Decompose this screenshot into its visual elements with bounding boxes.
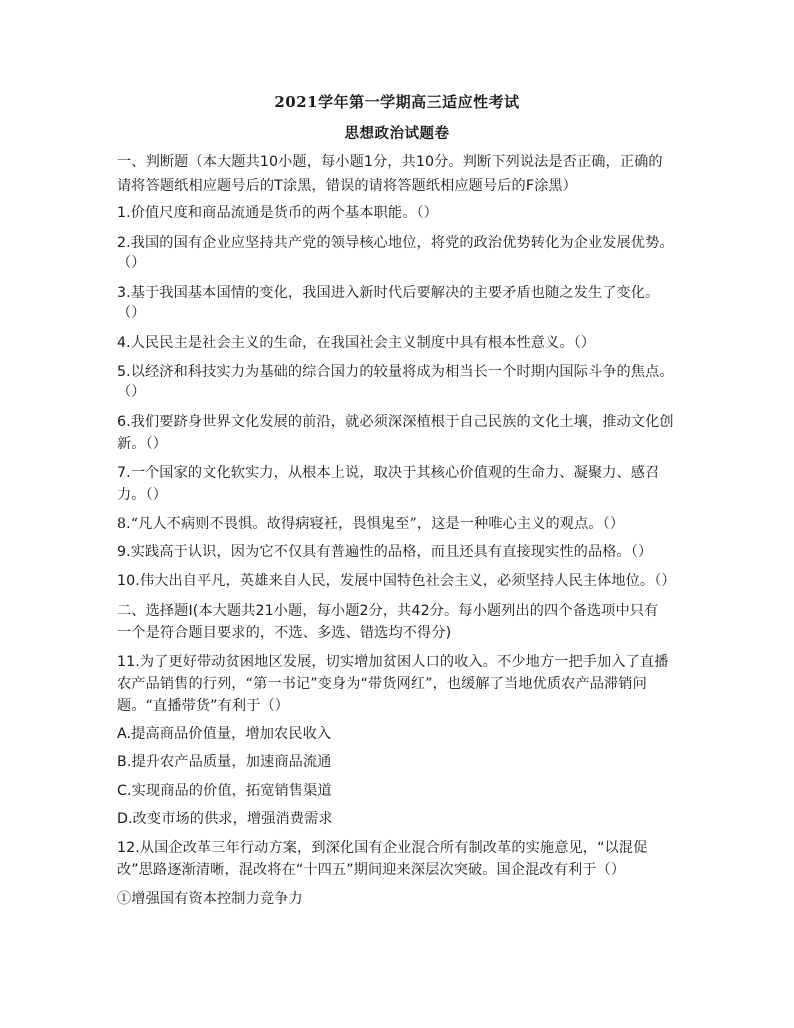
question-11-line3: 题。“直播带货”有利于（） [117,698,290,714]
question-3-line2: （） [117,305,146,321]
question-8: 8.“凡人不病则不畏惧。故得病寝衽，畏惧鬼至”，这是一种唯心主义的观点。（） [117,516,625,532]
section2-header-line1: 二、选择题Ⅰ(本大题共21小题，每小题2分，共42分。每小题列出的四个备选项中只有 [117,603,659,619]
question-11-option-c: C.实现商品的价值，拓宽销售渠道 [117,783,332,799]
question-3-line1: 3.基于我国基本国情的变化，我国进入新时代后要解决的主要矛盾也随之发生了变化。 [117,285,660,301]
question-4: 4.人民民主是社会主义的生命，在我国社会主义制度中具有根本性意义。（） [117,335,596,351]
question-10: 10.伟大出自平凡，英雄来自人民，发展中国特色社会主义，必须坚持人民主体地位。（） [117,573,676,589]
question-9: 9.实践高于认识，因为它不仅具有普遍性的品格，而且还具有直接现实性的品格。（） [117,544,653,560]
section1-header-line2: 请将答题纸相应题号后的T涂黑，错误的请将答题纸相应题号后的F涂黑） [117,178,577,194]
question-2-line1: 2.我国的国有企业应坚持共产党的领导核心地位，将党的政治优势转化为企业发展优势。 [117,235,674,251]
question-11-line1: 11.为了更好带动贫困地区发展，切实增加贫困人口的收入。不少地方一把手加入了直播 [117,654,669,670]
question-11-option-b: B.提升农产品质量，加速商品流通 [117,754,332,770]
question-6-line1: 6.我们要跻身世界文化发展的前沿，就必须深深植根于自己民族的文化土壤，推动文化创 [117,414,674,430]
question-12-item-1: ①增强国有资本控制力竞争力 [117,891,303,907]
exam-title: 2021学年第一学期高三适应性考试 [274,93,520,111]
question-11-line2: 农产品销售的行列，“第一书记”变身为“带货网红”，也缓解了当地优质农产品滞销问 [117,676,647,692]
question-11-option-d: D.改变市场的供求，增强消费需求 [117,811,333,827]
exam-subtitle: 思想政治试题卷 [344,125,450,142]
section1-header-line1: 一、判断题（本大题共10小题，每小题1分，共10分。判断下列说法是否正确，正确的 [117,154,663,170]
question-11-option-a: A.提高商品价值量，增加农民收入 [117,726,332,742]
question-1: 1.价值尺度和商品流通是货币的两个基本职能。（） [117,205,438,221]
question-6-line2: 新。（） [117,436,168,452]
question-12-line2: 改”思路逐渐清晰，混改将在“十四五”期间迎来深层次突破。国企混改有利于（） [117,862,626,878]
question-7-line2: 力。（） [117,487,168,503]
section2-header-line2: 一个是符合题目要求的，不选、多选、错选均不得分) [117,625,452,641]
question-5-line1: 5.以经济和科技实力为基础的综合国力的较量将成为相当长一个时期内国际斗争的焦点。 [117,364,674,380]
question-2-line2: （） [117,255,146,271]
question-7-line1: 7.一个国家的文化软实力，从根本上说，取决于其核心价值观的生命力、凝聚力、感召 [117,465,660,481]
question-12-line1: 12.从国企改革三年行动方案，到深化国有企业混合所有制改革的实施意见，“以混促 [117,840,648,856]
question-5-line2: （） [117,384,146,400]
